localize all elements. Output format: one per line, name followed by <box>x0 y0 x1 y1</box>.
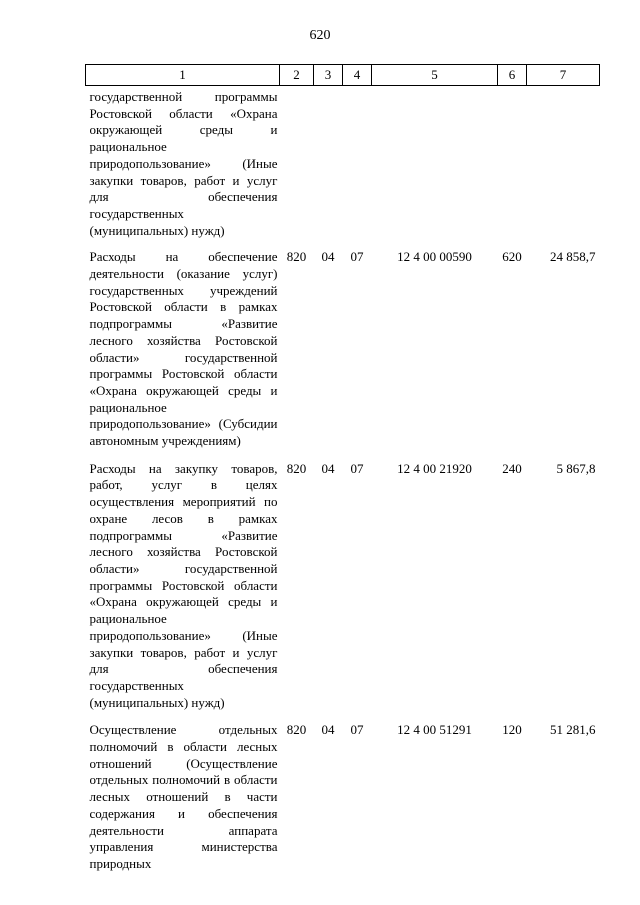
table-body <box>86 86 600 877</box>
row-amount: 24 858,7 <box>550 249 596 265</box>
row-col-4: 07 <box>350 460 364 476</box>
header-col-4: 4 <box>343 65 372 86</box>
row-col-2: 820 <box>286 249 307 265</box>
row-description: Расходы на обеспечение деятельности (оказание услуг) государственных учреждений Ростовской области в рамках подпрограммы «Развитие лесного хозяйства Ростовской области» государственной программы Ростовской области «Охрана окружающей среды и рациональное природопользование» (Субсидии автономным учреждениям) <box>89 249 278 449</box>
row-col-4: 07 <box>350 249 364 265</box>
header-row <box>86 65 600 86</box>
row-col-6 <box>498 86 527 243</box>
row-col-3: 04 <box>321 722 335 738</box>
header-col-5: 5 <box>372 65 498 86</box>
header-col-1: 1 <box>86 65 280 86</box>
table-row <box>86 454 600 716</box>
table-row <box>86 86 600 243</box>
row-col-3: 04 <box>321 460 335 476</box>
row-col-2: 820 <box>286 722 307 738</box>
budget-table <box>85 64 600 877</box>
row-col-6: 120 <box>502 722 522 738</box>
row-amount <box>527 86 600 243</box>
row-col-4: 07 <box>350 722 364 738</box>
row-col-3: 04 <box>321 249 335 265</box>
row-description: государственной программы Ростовской области «Охрана окружающей среды и рациональное природопользование» (Иные закупки товаров, работ и услуг для обеспечения государственных (муниципальных) нужд) <box>89 89 278 238</box>
row-amount: 5 867,8 <box>556 460 596 476</box>
row-col-2 <box>280 86 314 243</box>
row-amount: 51 281,6 <box>550 722 596 738</box>
row-col-3 <box>314 86 343 243</box>
header-col-3: 3 <box>314 65 343 86</box>
row-description: Расходы на закупку товаров, работ, услуг в целях осуществления мероприятий по охране лесов в рамках подпрограммы «Развитие лесного хозяйства Ростовской области» государственной программы Ростовской области «Охрана окружающей среды и рациональное природопользование» (Иные закупки товаров, работ и услуг для обеспечения государственных (муниципальных) нужд) <box>89 460 278 710</box>
table-header <box>86 65 600 86</box>
header-col-6: 6 <box>498 65 527 86</box>
header-col-7: 7 <box>527 65 600 86</box>
row-col-5: 12 4 00 00590 <box>397 249 472 265</box>
table-row <box>86 242 600 453</box>
row-description: Осуществление отдельных полномочий в области лесных отношений (Осуществление отдельных полномочий в области лесных отношений в части содержания и обеспечения деятельности аппарата управления министерства природных <box>89 722 278 871</box>
row-col-2: 820 <box>286 460 307 476</box>
header-col-2: 2 <box>280 65 314 86</box>
row-col-5 <box>372 86 498 243</box>
row-col-6: 240 <box>502 460 522 476</box>
row-col-6: 620 <box>502 249 522 265</box>
table-row <box>86 715 600 876</box>
row-col-5: 12 4 00 21920 <box>397 460 472 476</box>
row-col-5: 12 4 00 51291 <box>397 722 472 738</box>
page-number: 620 <box>309 28 331 43</box>
row-col-4 <box>343 86 372 243</box>
